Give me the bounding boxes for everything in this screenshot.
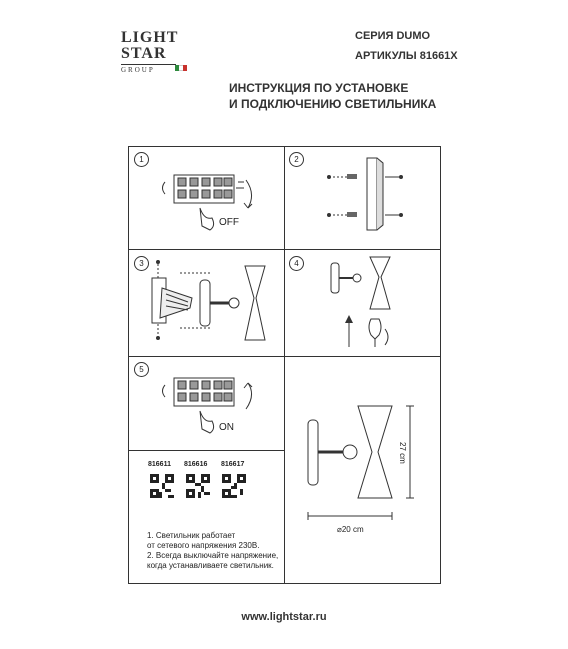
logo-line-3: GROUP (121, 64, 176, 75)
article-code-3: 816617 (221, 461, 245, 468)
step-number-4: 4 (289, 256, 304, 271)
brand-logo (121, 30, 181, 75)
qr-code-icon (186, 474, 210, 498)
off-label: OFF (219, 217, 239, 228)
instruction-title-line-1: ИНСТРУКЦИЯ ПО УСТАНОВКЕ (229, 81, 409, 95)
website-link[interactable]: www.lightstar.ru (241, 611, 327, 623)
step-number-3: 3 (134, 256, 149, 271)
series-label: СЕРИЯ DUMO (355, 30, 431, 42)
step-number-2: 2 (289, 152, 304, 167)
step4-bulb-illustration (325, 255, 405, 355)
instruction-title-line-2: И ПОДКЛЮЧЕНИЮ СВЕТИЛЬНИКА (229, 97, 437, 111)
logo-line-2: STAR (121, 45, 167, 62)
italian-flag-icon (175, 65, 187, 71)
qr-code-icon (150, 474, 174, 498)
note-line: когда устанавливаете светильник. (147, 561, 274, 570)
step3-installation-illustration (150, 258, 275, 348)
articles-label: АРТИКУЛЫ 81661X (355, 50, 458, 62)
article-code-2: 816616 (184, 461, 208, 468)
step-number-1: 1 (134, 152, 149, 167)
note-line: 2. Всегда выключайте напряжение, (147, 551, 279, 560)
step5-terminal-illustration (160, 373, 260, 443)
step1-terminal-illustration (160, 170, 260, 240)
step-number-5: 5 (134, 362, 149, 377)
notes-block (147, 531, 278, 571)
article-code-1: 816611 (148, 461, 171, 468)
note-line: 1. Светильник работает (147, 531, 236, 540)
diameter-dimension: ⌀20 cm (337, 525, 364, 534)
note-line: от сетевого напряжения 230В. (147, 541, 260, 550)
step2-bracket-illustration (325, 155, 405, 235)
height-dimension: 27 cm (398, 442, 407, 464)
on-label: ON (219, 422, 234, 433)
qr-code-icon (222, 474, 246, 498)
logo-line-1: LIGHT (121, 29, 179, 46)
